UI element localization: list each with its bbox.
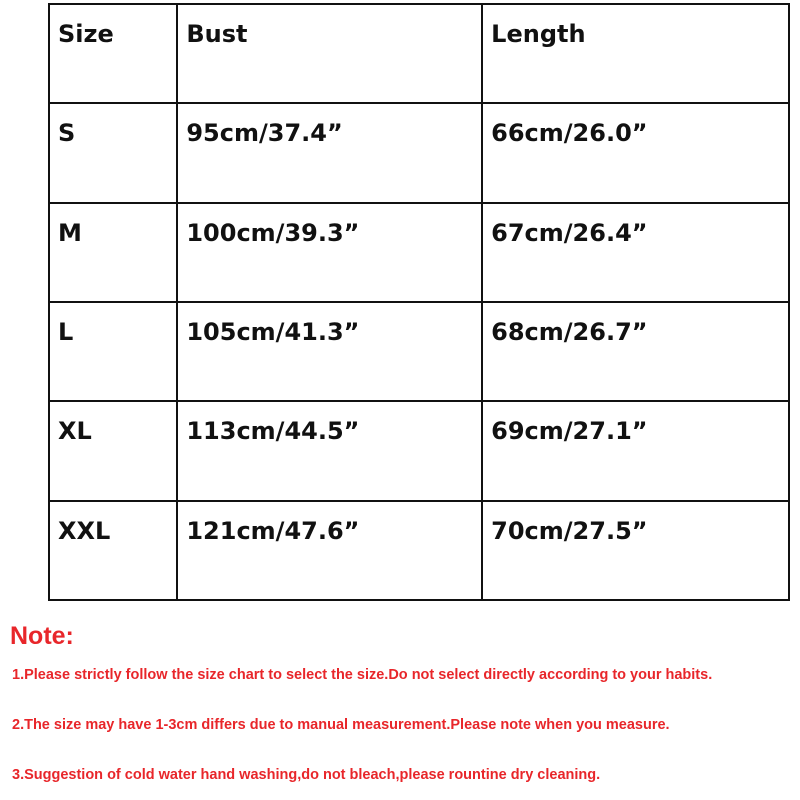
length-cell	[482, 302, 789, 401]
header-cell-length	[482, 4, 789, 103]
length-cell	[482, 401, 789, 500]
size-chart-table	[48, 3, 790, 601]
size-cell	[49, 501, 177, 600]
table-row	[49, 203, 789, 302]
bust-value: 113cm/44.5”	[186, 417, 360, 446]
table-row	[49, 401, 789, 500]
header-bust-label: Bust	[186, 20, 248, 48]
table-row	[49, 103, 789, 202]
header-cell-bust	[177, 4, 482, 103]
length-value: 69cm/27.1”	[491, 417, 648, 446]
note-item: 1.Please strictly follow the size chart to select the size.Do not select directly according to your habits.	[12, 667, 713, 683]
size-cell	[49, 401, 177, 500]
bust-value: 121cm/47.6”	[186, 516, 360, 545]
length-value: 67cm/26.4”	[491, 218, 648, 247]
header-size-label: Size	[58, 20, 114, 48]
size-cell	[49, 103, 177, 202]
length-cell	[482, 501, 789, 600]
size-cell	[49, 203, 177, 302]
size-value: M	[58, 218, 82, 247]
size-cell	[49, 302, 177, 401]
bust-value: 105cm/41.3”	[186, 317, 360, 346]
bust-value: 100cm/39.3”	[186, 218, 360, 247]
table-row	[49, 501, 789, 600]
size-value: S	[58, 119, 76, 148]
note-heading: Note:	[10, 622, 74, 650]
size-value: XL	[58, 417, 92, 446]
length-cell	[482, 103, 789, 202]
length-value: 70cm/27.5”	[491, 516, 648, 545]
length-value: 66cm/26.0”	[491, 119, 648, 148]
bust-cell	[177, 203, 482, 302]
bust-cell	[177, 501, 482, 600]
size-value: L	[58, 317, 74, 346]
length-value: 68cm/26.7”	[491, 317, 648, 346]
length-cell	[482, 203, 789, 302]
size-value: XXL	[58, 516, 111, 545]
bust-cell	[177, 302, 482, 401]
header-length-label: Length	[491, 20, 586, 48]
note-item: 2.The size may have 1-3cm differs due to manual measurement.Please note when you measure.	[12, 717, 670, 733]
table-header-row	[49, 4, 789, 103]
header-cell-size	[49, 4, 177, 103]
bust-cell	[177, 103, 482, 202]
bust-value: 95cm/37.4”	[186, 119, 343, 148]
bust-cell	[177, 401, 482, 500]
note-item: 3.Suggestion of cold water hand washing,do not bleach,please rountine dry cleaning.	[12, 767, 601, 783]
table-row	[49, 302, 789, 401]
